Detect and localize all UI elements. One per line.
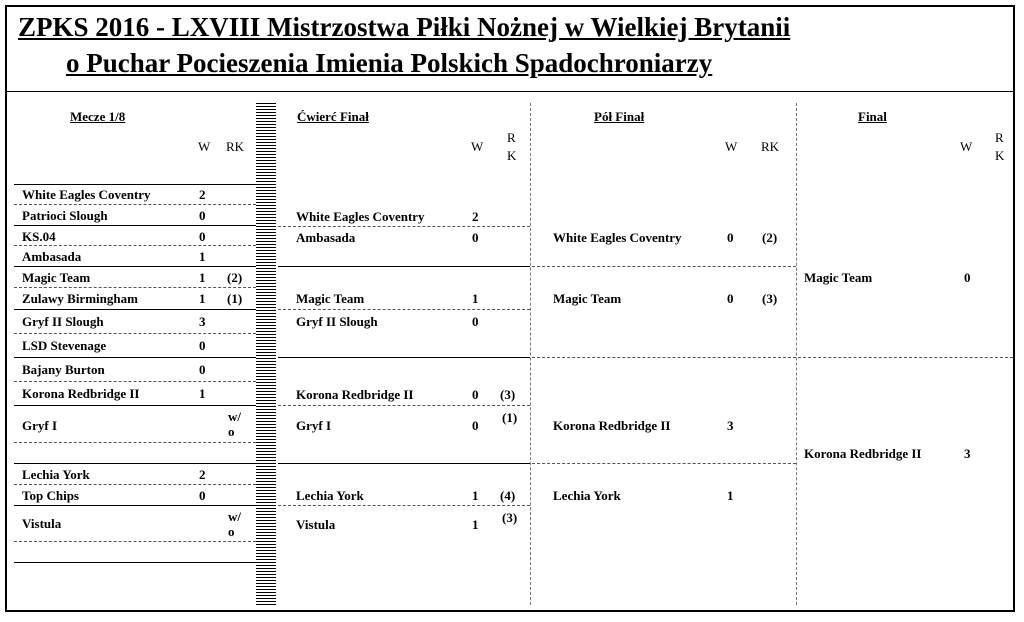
qf-team: Korona Redbridge II xyxy=(296,387,414,402)
qf-penalty: (4) xyxy=(500,488,516,503)
r16-score: 1 xyxy=(199,386,206,401)
r16-line xyxy=(14,541,256,542)
r16-team: KS.04 xyxy=(22,229,56,244)
sf-rk-header: RK xyxy=(761,139,780,154)
r16-score: 3 xyxy=(199,314,206,329)
qf-line xyxy=(278,505,530,506)
sf-score: 0 xyxy=(727,291,734,306)
qf-penalty: (3) xyxy=(502,510,518,525)
r16-line xyxy=(14,357,256,358)
sf-header: Pół Finał xyxy=(594,109,645,124)
qf-line xyxy=(278,309,530,310)
qf-team: White Eagles Coventry xyxy=(296,209,425,224)
r16-score: 0 xyxy=(199,488,206,503)
final-w-header: W xyxy=(960,139,973,154)
r16-team: Gryf II Slough xyxy=(22,314,104,329)
qf-line xyxy=(278,266,530,267)
r16-line xyxy=(14,505,256,506)
final-team: Korona Redbridge II xyxy=(804,446,922,461)
r16-separator-bar xyxy=(256,103,276,605)
qf-score: 0 xyxy=(472,230,479,245)
qf-line xyxy=(278,226,530,227)
r16-score: 0 xyxy=(199,362,206,377)
sf-score: 0 xyxy=(727,230,734,245)
sf-final-divider xyxy=(796,103,797,605)
r16-walkover: w/o xyxy=(228,509,241,539)
sf-score: 3 xyxy=(727,418,734,433)
r16-line xyxy=(14,287,256,288)
r16-rk-header: RK xyxy=(226,139,245,154)
qf-score: 0 xyxy=(472,387,479,402)
sf-score: 1 xyxy=(727,488,734,503)
r16-team: Zulawy Birmingham xyxy=(22,291,138,306)
page-subtitle: o Puchar Pocieszenia Imienia Polskich Spadochroniarzy xyxy=(66,48,713,78)
r16-score: 1 xyxy=(199,270,206,285)
r16-line xyxy=(14,562,256,563)
final-rk-header-k: K xyxy=(995,148,1005,163)
qf-team: Lechia York xyxy=(296,488,364,503)
r16-penalty: (2) xyxy=(227,270,243,285)
sf-team: White Eagles Coventry xyxy=(553,230,682,245)
sf-team: Lechia York xyxy=(553,488,621,503)
sf-penalty: (2) xyxy=(762,230,778,245)
r16-score: 2 xyxy=(199,187,206,202)
qf-line xyxy=(278,357,530,358)
qf-rk-header-k: K xyxy=(507,148,517,163)
r16-score: 1 xyxy=(199,249,206,264)
qf-rk-header-r: R xyxy=(507,130,516,145)
qf-score: 0 xyxy=(472,418,479,433)
r16-line xyxy=(14,225,256,226)
title-divider xyxy=(7,91,1013,92)
r16-team: Gryf I xyxy=(22,418,58,433)
r16-line xyxy=(14,204,256,205)
sf-team: Magic Team xyxy=(553,291,622,306)
r16-team: Top Chips xyxy=(22,488,79,503)
r16-line xyxy=(14,405,256,406)
qf-team: Ambasada xyxy=(296,230,356,245)
sf-team: Korona Redbridge II xyxy=(553,418,671,433)
r16-score: 0 xyxy=(199,338,206,353)
r16-line xyxy=(14,442,256,443)
qf-score: 0 xyxy=(472,314,479,329)
qf-header: Ćwierć Finał xyxy=(297,109,369,124)
page-title: ZPKS 2016 - LXVIII Mistrzostwa Piłki Nożnej w Wielkiej Brytanii xyxy=(18,12,791,42)
qf-score: 1 xyxy=(472,291,479,306)
final-score: 3 xyxy=(964,446,971,461)
r16-walkover: w/o xyxy=(228,409,241,439)
r16-line xyxy=(14,266,256,267)
qf-penalty: (3) xyxy=(500,387,516,402)
r16-team: Vistula xyxy=(22,516,62,531)
qf-penalty: (1) xyxy=(502,410,518,425)
r16-team: Ambasada xyxy=(22,249,82,264)
r16-score: 2 xyxy=(199,467,206,482)
r16-team: White Eagles Coventry xyxy=(22,187,151,202)
qf-score: 1 xyxy=(472,488,479,503)
qf-sf-divider xyxy=(530,103,531,605)
r16-w-header: W xyxy=(198,139,211,154)
final-rk-header-r: R xyxy=(995,130,1004,145)
r16-header: Mecze 1/8 xyxy=(70,109,126,124)
sf-line xyxy=(532,357,796,358)
r16-team: Lechia York xyxy=(22,467,90,482)
r16-team: LSD Stevenage xyxy=(22,338,107,353)
r16-team: Magic Team xyxy=(22,270,91,285)
final-team: Magic Team xyxy=(804,270,873,285)
qf-team: Vistula xyxy=(296,517,336,532)
qf-team: Gryf II Slough xyxy=(296,314,378,329)
sf-w-header: W xyxy=(725,139,738,154)
final-score: 0 xyxy=(964,270,971,285)
qf-team: Magic Team xyxy=(296,291,365,306)
qf-score: 1 xyxy=(472,517,479,532)
r16-line xyxy=(14,463,256,464)
r16-team: Bajany Burton xyxy=(22,362,105,377)
sf-line xyxy=(532,463,796,464)
qf-team: Gryf I xyxy=(296,418,332,433)
r16-score: 0 xyxy=(199,229,206,244)
r16-score: 0 xyxy=(199,208,206,223)
final-line xyxy=(798,357,1013,358)
r16-team: Patrioci Slough xyxy=(22,208,108,223)
final-header: Final xyxy=(858,109,887,124)
r16-team: Korona Redbridge II xyxy=(22,386,140,401)
r16-line xyxy=(14,381,256,382)
r16-line xyxy=(14,333,256,334)
sf-penalty: (3) xyxy=(762,291,778,306)
qf-w-header: W xyxy=(471,139,484,154)
sf-line xyxy=(532,266,796,267)
r16-line xyxy=(14,484,256,485)
r16-line xyxy=(14,245,256,246)
r16-penalty: (1) xyxy=(227,291,243,306)
r16-line xyxy=(14,309,256,310)
qf-score: 2 xyxy=(472,209,479,224)
r16-score: 1 xyxy=(199,291,206,306)
r16-line xyxy=(14,184,256,185)
qf-line xyxy=(278,463,530,464)
qf-line xyxy=(278,405,530,406)
